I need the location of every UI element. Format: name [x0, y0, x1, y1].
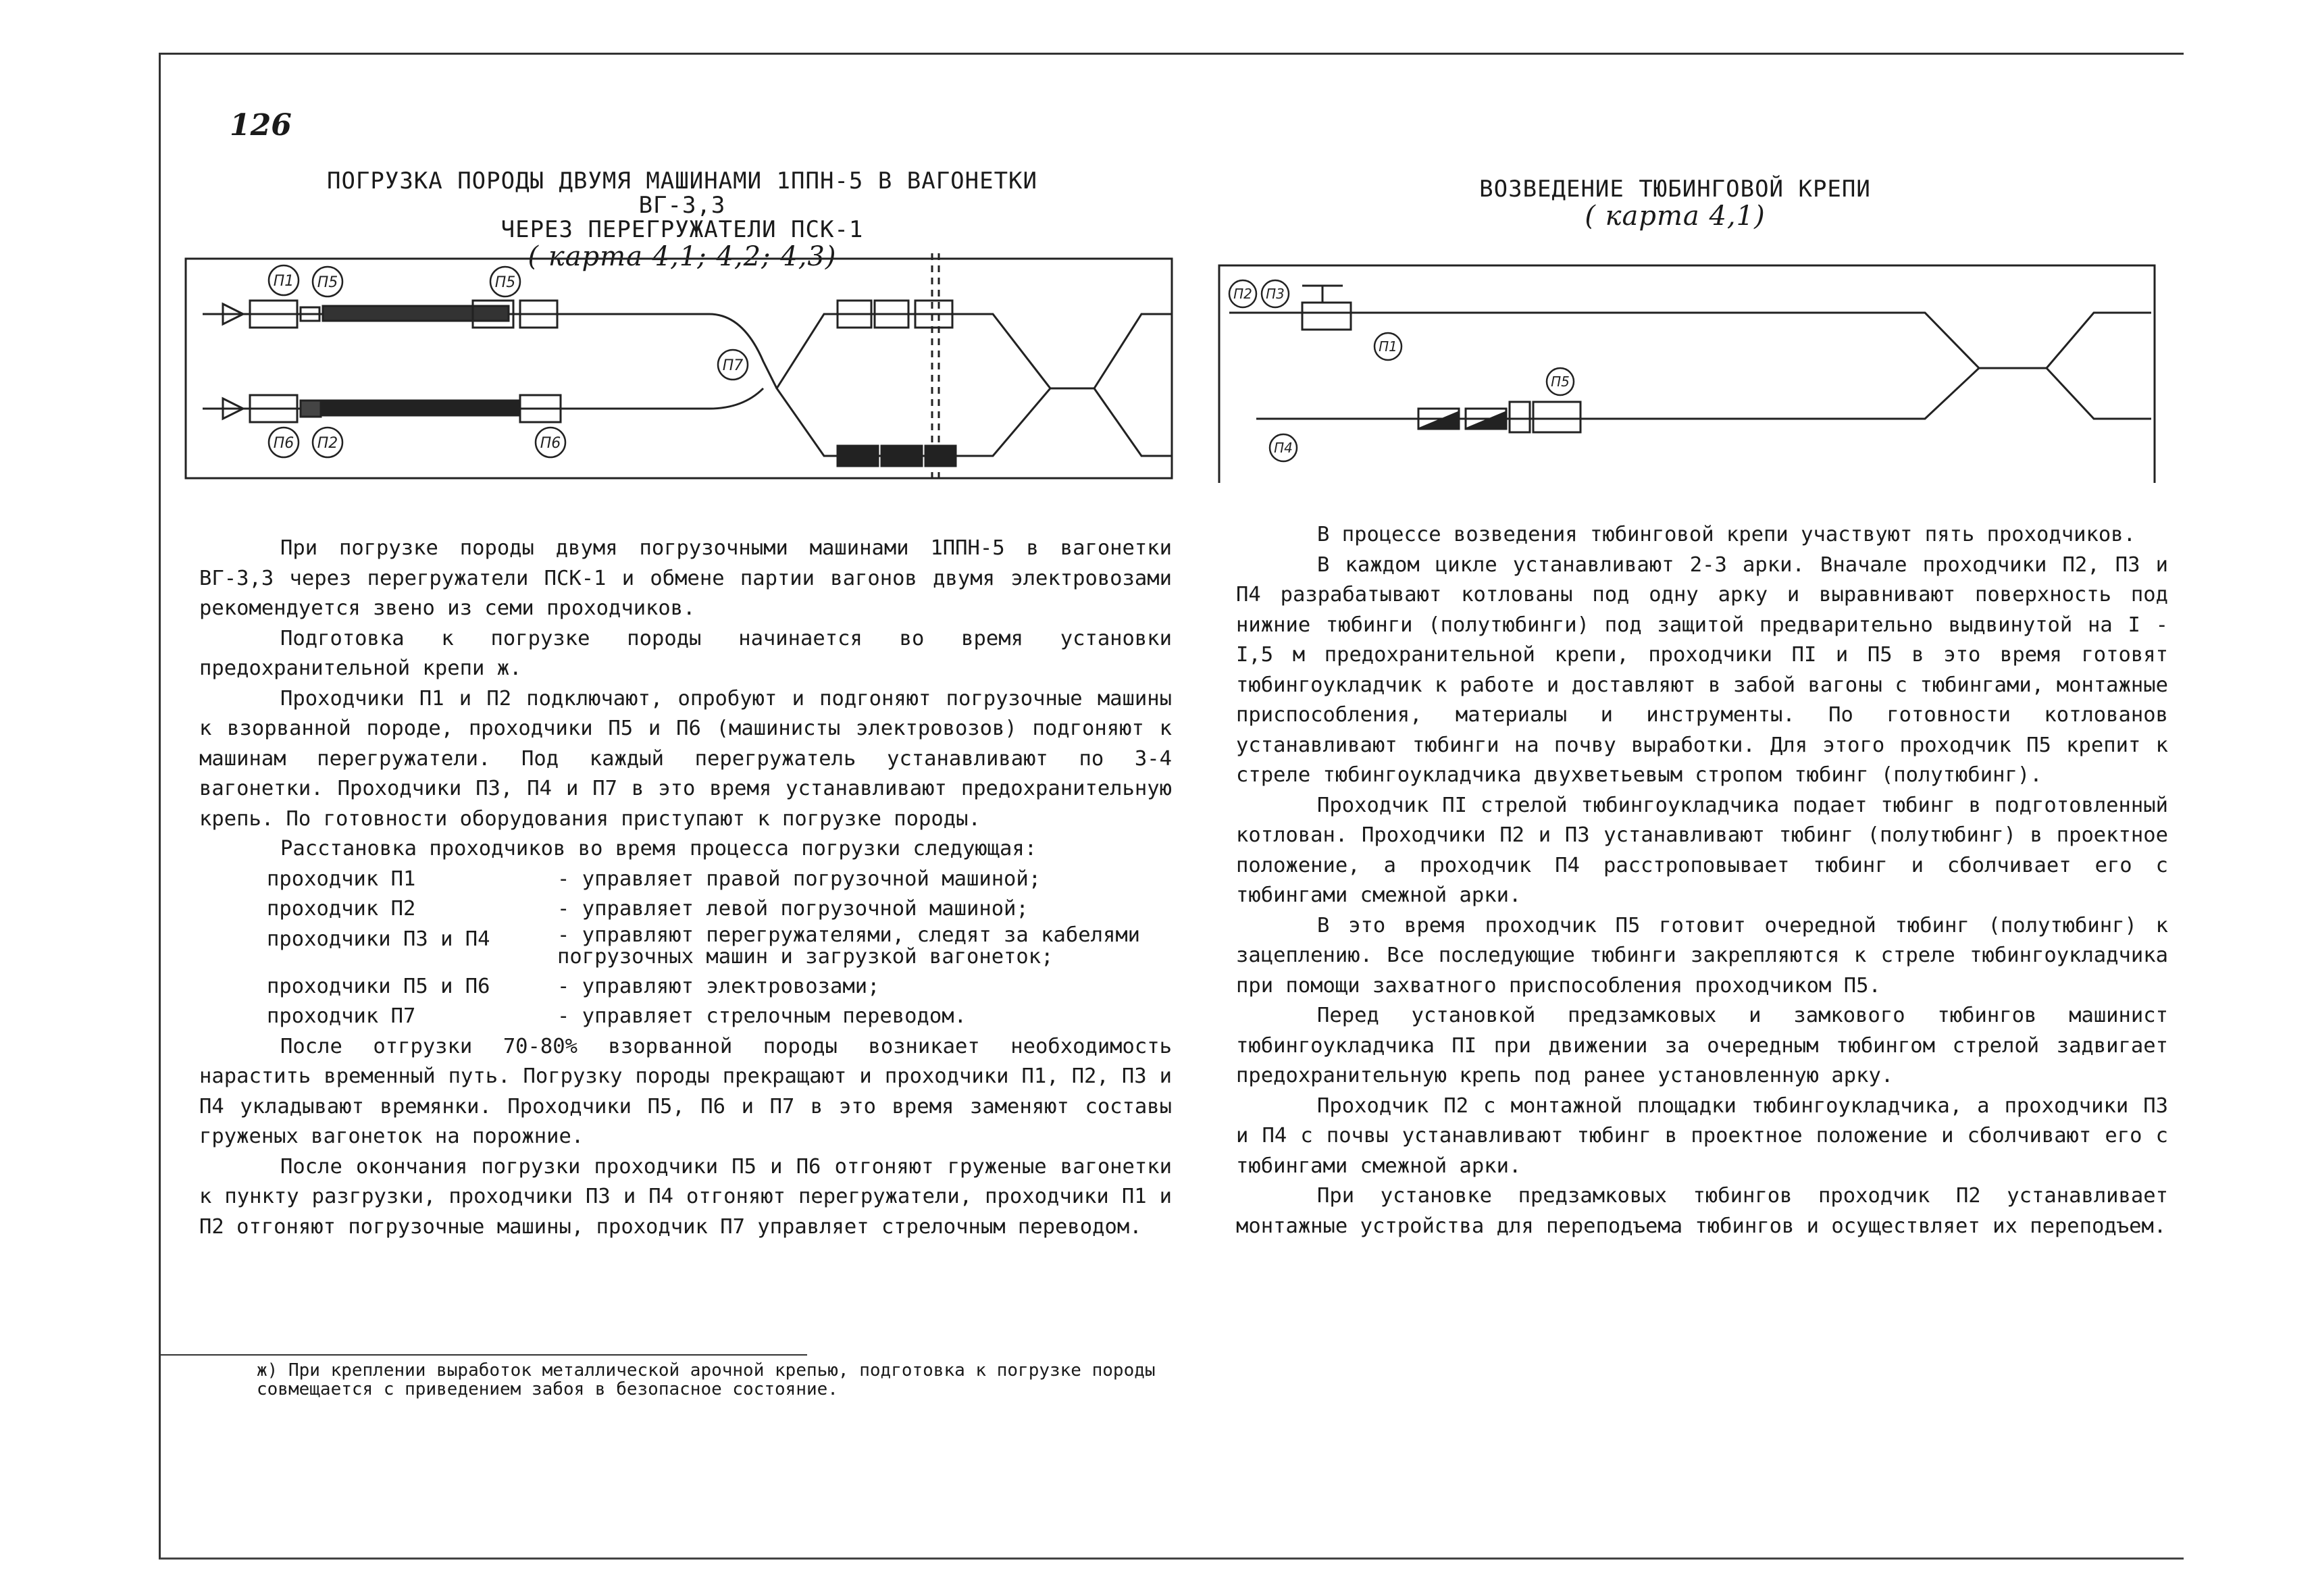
assignment-what: - управляет левой погрузочной машиной;: [557, 897, 1029, 921]
paragraph: В процессе возведения тюбинговой крепи участвуют пять проходчиков.: [1317, 523, 2136, 546]
paragraph: В это время проходчик П5 готовит очередной тюбинг (полутюбинг) к зацеплению. Все последующие тюбинги закрепляются к стреле тюбингоукладчика при помощи захватного приспособления проходчиком П5.: [1236, 913, 2168, 998]
left-conveyor-lower: [323, 401, 519, 415]
assignment-what: - управляет правой погрузочной машиной;: [557, 867, 1042, 891]
right-body-text: [1236, 520, 2168, 1241]
paragraph: Перед установкой предзамковых и замкового тюбингов машинист тюбингоукладчика ПI при движении за очередным тюбингом стрелой задвигает предохранительную крепь под ранее установленную арку.: [1236, 1004, 2168, 1087]
list-item: [267, 972, 1172, 1002]
diagram-label: П1: [1379, 338, 1397, 355]
diagram-label: П2: [1233, 286, 1252, 302]
assignment-who: проходчик П1: [267, 867, 416, 891]
left-conveyor-upper: [323, 306, 509, 321]
left-body-text: [199, 534, 1172, 1242]
right-diagram-border: [1219, 265, 2155, 483]
footnote: ж) При креплении выработок металлической арочной крепью, подготовка к погрузке породы совмещается с приведением забоя в безопасное состояние.: [257, 1360, 1156, 1399]
paragraph: Проходчик П2 с монтажной площадки тюбингоукладчика, а проходчики П3 и П4 с почвы устанавливают тюбинг в проектное положение и сболчивают его с тюбингами смежной арки.: [1236, 1093, 2168, 1178]
right-title: [1432, 176, 1918, 232]
list-item: [267, 865, 1172, 895]
left-title-reference: ( карта 4,1; 4,2; 4,3): [528, 241, 837, 272]
paragraph: Проходчики П1 и П2 подключают, опробуют и подгоняют погрузочные машины к взорванной породе, проходчики П5 и П6 (машинисты электровозов) подгоняют к машинам перегружатели. Под каждый перегружатель устанавливают по 3-4 вагонетки. Проходчики П3, П4 и П7 в это время устанавливают предохранительную крепь. По готовности оборудования приступают к погрузке породы.: [199, 686, 1172, 831]
diagram-label: П5: [317, 274, 338, 291]
assignment-list: [199, 865, 1172, 1032]
paragraph: Проходчик ПI стрелой тюбингоукладчика подает тюбинг в подготовленный котлован. Проходчики П2 и П3 устанавливают тюбинг (полутюбинг) в проектное положение, а проходчик П4 расстроповывает тюбинг и сболчивает его с тюбингами смежной арки.: [1236, 793, 2168, 907]
paragraph: Подготовка к погрузке породы начинается во время установки предохранительной крепи ж.: [199, 626, 1172, 680]
assignment-what: - управляют перегружателями, следят за кабелями погрузочных машин и загрузкой вагонеток;: [557, 923, 1141, 969]
list-item: [267, 925, 1172, 972]
paragraph: При установке предзамковых тюбингов проходчик П2 устанавливает монтажные устройства для переподъема тюбингов и осуществляет их переподъем.: [1236, 1184, 2168, 1238]
diagram-label: П3: [1266, 286, 1285, 302]
paragraph: При погрузке породы двумя погрузочными машинами 1ППН-5 в вагонетки ВГ-3,3 через перегружатели ПСК-1 и обмене партии вагонов двумя электровозами рекомендуется звено из семи проходчиков.: [199, 536, 1172, 620]
paragraph: Расстановка проходчиков во время процесса погрузки следующая:: [280, 837, 1037, 860]
list-item: [267, 894, 1172, 925]
diagram-label: П1: [273, 273, 294, 290]
assignment-who: проходчики П5 и П6: [267, 974, 490, 998]
paragraph: После отгрузки 70-80% взорванной породы возникает необходимость нарастить временный путь. Погрузку породы прекращают и проходчики П1, П2, П3 и П4 укладывают времянки. Проходчики П5, П6 и П7 в это время заменяют составы груженых вагонеток на порожние.: [199, 1034, 1172, 1148]
assignment-who: проходчик П7: [267, 1004, 416, 1028]
right-title-reference: ( карта 4,1): [1585, 201, 1766, 232]
paragraph: В каждом цикле устанавливают 2-3 арки. Вначале проходчики П2, П3 и П4 разрабатывают котлованы под одну арку и выравнивают поверхность под нижние тюбинги (полутюбинги) под защитой предварительно выдвинутой на I - I,5 м предохранительной крепи, проходчики ПI и П5 в это время готовят тюбингоукладчик к работе и доставляют в забой вагоны с тюбингами, монтажные приспособления, материалы и инструменты. По готовности котлованов устанавливают тюбинги на почву выработки. Для этого проходчик П5 крепит к стреле тюбингоукладчика двухветьевым стропом тюбинг (полутюбинг).: [1236, 552, 2168, 787]
diagram-label: П4: [1274, 440, 1293, 456]
loading-scheme-diagram: [182, 253, 1182, 483]
page-number: 126: [230, 108, 292, 143]
assignment-what: - управляет стрелочным переводом.: [557, 1004, 967, 1028]
diagram-label: П7: [722, 357, 744, 374]
paragraph: После окончания погрузки проходчики П5 и П6 отгоняют груженые вагонетки к пункту разгрузки, проходчики П3 и П4 отгоняют перегружатели, проходчики П1 и П2 отгоняют погрузочные машины, проходчик П7 управляет стрелочным переводом.: [199, 1154, 1172, 1239]
assignment-who: проходчики П3 и П4: [267, 927, 490, 951]
diagram-label: П2: [317, 435, 338, 452]
diagram-label: П6: [273, 435, 294, 452]
list-item: [267, 1002, 1172, 1032]
footnote-divider: [159, 1354, 807, 1356]
assignment-who: проходчик П2: [267, 897, 416, 921]
right-title-text: ВОЗВЕДЕНИЕ ТЮБИНГОВОЙ КРЕПИ: [1479, 176, 1871, 203]
assignment-what: - управляют электровозами;: [557, 974, 880, 998]
left-title-line2: ЧЕРЕЗ ПЕРЕГРУЖАТЕЛИ ПСК-1: [500, 216, 864, 243]
diagram-label: П6: [540, 435, 561, 452]
erector-body: [1302, 303, 1351, 330]
diagram-label: П5: [494, 274, 516, 291]
tubing-scheme-diagram: [1216, 253, 2161, 483]
diagram-label: П5: [1551, 374, 1570, 390]
left-title-line1: ПОГРУЗКА ПОРОДЫ ДВУМЯ МАШИНАМИ 1ППН-5 В ВАГОНЕТКИ ВГ-3,3: [326, 168, 1038, 219]
